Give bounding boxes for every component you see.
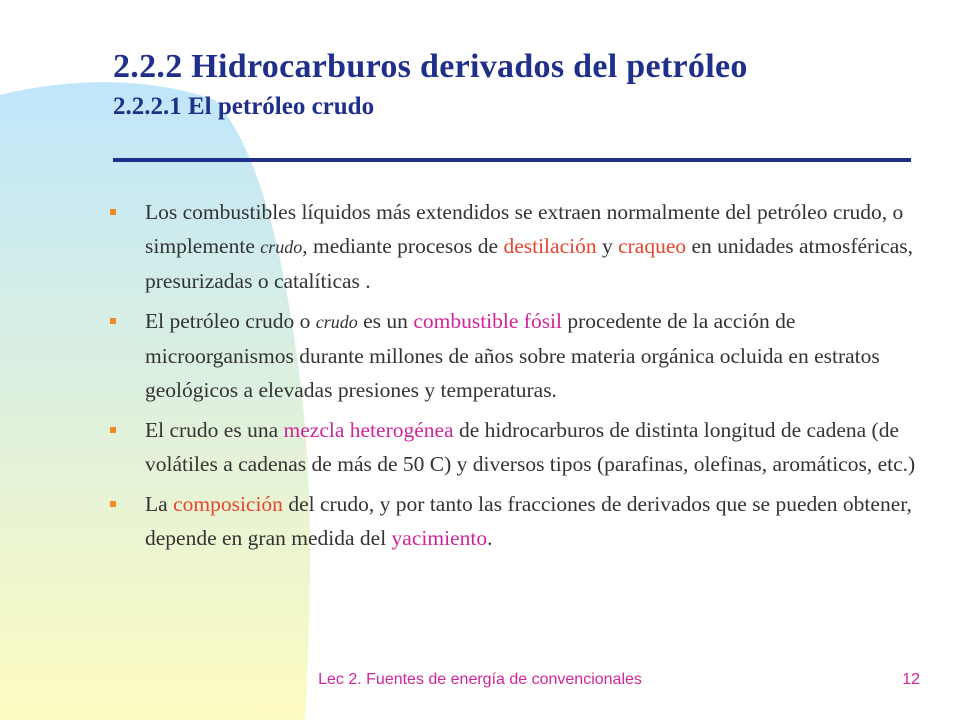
bullet-text: del crudo, y por tanto las fracciones de derivados que se pueden obtener, depende en gran medida del bbox=[145, 492, 912, 550]
bullet-marker-icon bbox=[110, 318, 116, 324]
bullet-text: Los combustibles líquidos más extendidos se extraen normalmente del petróleo crudo, o simplemente bbox=[145, 200, 904, 258]
bullet-highlight-text: crudo bbox=[315, 312, 358, 332]
bullet-text: El crudo es una bbox=[145, 418, 284, 442]
bullet-list bbox=[110, 195, 940, 561]
bullet-highlight-text: composición bbox=[173, 492, 283, 516]
bullet-text: de hidrocarburos de distinta longitud de cadena (de volátiles a cadenas de más de 50 C) y diversos tipos (parafinas, olefinas, aromáticos, etc.) bbox=[145, 418, 916, 476]
bullet-text: , mediante procesos de bbox=[302, 234, 504, 258]
bullet-item bbox=[110, 487, 940, 555]
bullet-text: La bbox=[145, 492, 174, 516]
slide-subtitle: 2.2.2.1 El petróleo crudo bbox=[113, 93, 375, 120]
bullet-item bbox=[110, 195, 940, 298]
title-underline bbox=[113, 158, 911, 162]
bullet-text: y bbox=[596, 234, 619, 258]
bullet-highlight-text: destilación bbox=[503, 234, 597, 258]
bullet-highlight-text: combustible fósil bbox=[413, 309, 563, 333]
bullet-item bbox=[110, 413, 940, 481]
bullet-text: . bbox=[487, 526, 493, 550]
slide-title: 2.2.2 Hidrocarburos derivados del petróleo bbox=[113, 48, 748, 85]
bullet-highlight-text: craqueo bbox=[618, 234, 687, 258]
footer-text: Lec 2. Fuentes de energía de convencionales bbox=[318, 671, 642, 688]
bullet-highlight-text: yacimiento bbox=[391, 526, 488, 550]
bullet-text: es un bbox=[357, 309, 414, 333]
bullet-marker-icon bbox=[110, 427, 116, 433]
page-number: 12 bbox=[902, 671, 920, 688]
title-block bbox=[113, 44, 913, 124]
bullet-marker-icon bbox=[110, 501, 116, 507]
bullet-text: en unidades atmosféricas, presurizadas o catalíticas . bbox=[145, 234, 914, 293]
bullet-text: El petróleo crudo o bbox=[145, 309, 316, 333]
bullet-text: procedente de la acción de microorganismos durante millones de años sobre materia orgánica ocluida en estratos geológicos a elevadas presiones y temperaturas. bbox=[145, 309, 880, 402]
bullet-highlight-text: crudo bbox=[260, 237, 303, 257]
bullet-highlight-text: mezcla heterogénea bbox=[283, 418, 454, 442]
bullet-marker-icon bbox=[110, 209, 116, 215]
bullet-item bbox=[110, 304, 940, 407]
